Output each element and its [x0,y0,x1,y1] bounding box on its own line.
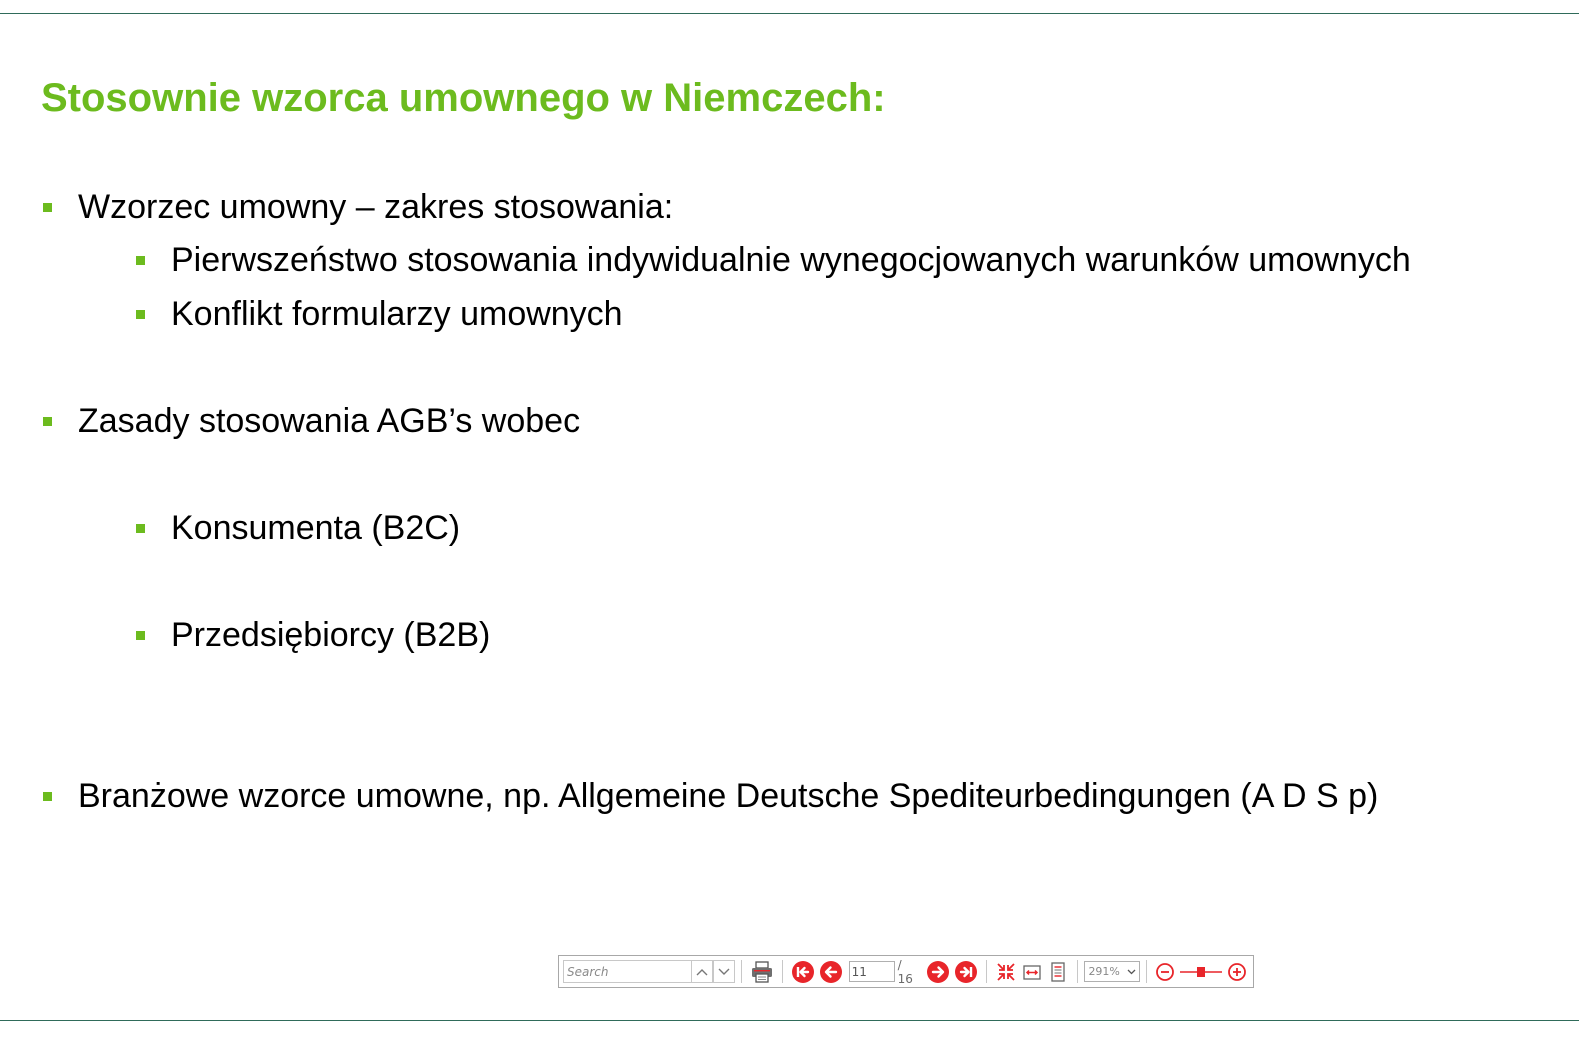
page-total: / 16 [897,957,913,986]
chevron-down-icon [1127,969,1136,975]
last-page-icon [954,960,978,984]
search-previous-button[interactable] [691,960,713,983]
fit-page-button[interactable] [995,961,1017,983]
bullet-item [136,615,490,655]
last-page-button[interactable] [954,960,978,984]
toolbar-separator [741,960,742,983]
search-input[interactable] [563,960,691,983]
zoom-select[interactable] [1084,961,1140,982]
bullet-text: Zasady stosowania AGB’s wobec [78,402,581,440]
bullet-item [136,240,1411,280]
first-page-button[interactable] [791,960,815,984]
bullet-marker [136,256,145,265]
toolbar-separator [1077,960,1078,983]
next-page-button[interactable] [926,960,950,984]
top-divider [0,13,1579,14]
bullet-text: Branżowe wzorce umowne, np. Allgemeine Deutsche Spediteurbedingungen (A D S p) [78,777,1379,815]
bullet-marker [43,417,52,426]
chevron-up-icon [696,968,708,976]
toolbar-separator [986,960,987,983]
print-icon [750,960,774,984]
bullet-item [43,187,673,227]
bottom-divider [0,1020,1579,1021]
zoom-slider-track [1179,962,1223,982]
toolbar-separator [782,960,783,983]
bullet-marker [136,310,145,319]
bullet-text: Konflikt formularzy umownych [171,295,623,333]
toolbar-separator [1146,960,1147,983]
bullet-marker [43,203,52,212]
previous-page-button[interactable] [819,960,843,984]
zoom-value: 291% [1088,965,1120,978]
next-page-icon [926,960,950,984]
zoom-in-icon [1227,962,1247,982]
fit-height-button[interactable] [1047,961,1069,983]
bullet-text: Wzorzec umowny – zakres stosowania: [78,188,674,226]
bullet-marker [136,524,145,533]
bullet-item [136,508,460,548]
bullet-item [43,401,580,441]
fit-width-icon [1021,961,1043,983]
bullet-item [43,776,1378,816]
slide-title: Stosownie wzorca umownego w Niemczech: [41,76,886,120]
search-next-button[interactable] [713,960,735,983]
first-page-icon [791,960,815,984]
fit-page-icon [995,961,1017,983]
page-number-input[interactable] [849,961,895,982]
zoom-out-button[interactable] [1155,962,1175,982]
zoom-slider[interactable] [1179,962,1223,982]
chevron-down-icon [718,968,730,976]
bullet-marker [136,631,145,640]
bullet-marker [43,792,52,801]
zoom-out-icon [1155,962,1175,982]
zoom-in-button[interactable] [1227,962,1247,982]
previous-page-icon [819,960,843,984]
bullet-text: Pierwszeństwo stosowania indywidualnie wynegocjowanych warunków umownych [171,241,1411,279]
viewer-toolbar [558,955,1254,988]
print-button[interactable] [750,960,774,984]
zoom-slider-thumb[interactable] [1197,967,1205,977]
fit-width-button[interactable] [1021,961,1043,983]
bullet-item [136,294,623,334]
bullet-text: Przedsiębiorcy (B2B) [171,616,491,654]
bullet-text: Konsumenta (B2C) [171,509,461,547]
fit-height-icon [1047,961,1069,983]
